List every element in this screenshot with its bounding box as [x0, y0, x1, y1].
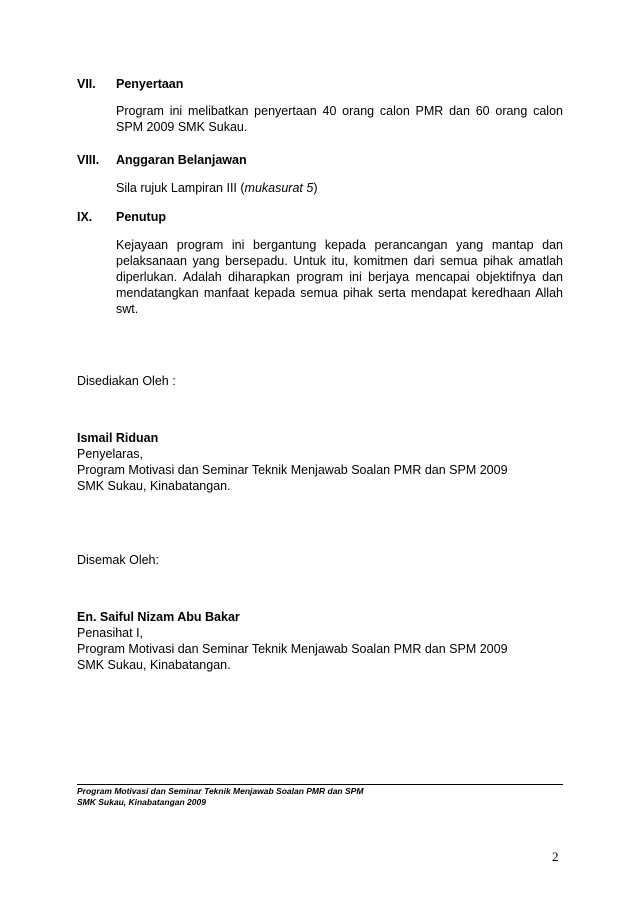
section-8-number: VIII. [77, 153, 100, 167]
footer-line-2: SMK Sukau, Kinabatangan 2009 [77, 797, 206, 807]
section-8-body [116, 180, 563, 196]
section-7-line-2: SPM 2009 SMK Sukau. [116, 120, 248, 134]
section-9-line-1: Kejayaan program ini bergantung kepada perancangan yang mantap dan [116, 238, 563, 252]
section-9-line-3: diperlukan. Adalah diharapkan program ini berjaya mencapai objektifnya dan [116, 270, 563, 284]
prepared-by-role: Penyelaras, [77, 447, 144, 461]
prepared-by-program: Program Motivasi dan Seminar Teknik Menjawab Soalan PMR dan SPM 2009 [77, 463, 508, 477]
section-7-body [116, 103, 563, 135]
footer [77, 786, 363, 808]
section-7-title: Penyertaan [116, 77, 184, 91]
section-9-line-5: swt. [116, 302, 139, 316]
section-8-text-pre: Sila rujuk Lampiran III ( [116, 181, 245, 195]
footer-line-1: Program Motivasi dan Seminar Teknik Menjawab Soalan PMR dan SPM [77, 786, 364, 796]
section-9-body [116, 237, 563, 317]
reviewed-by-school: SMK Sukau, Kinabatangan. [77, 658, 231, 672]
reviewed-by-label: Disemak Oleh: [77, 553, 159, 567]
prepared-by-label: Disediakan Oleh : [77, 374, 176, 388]
reviewed-by-block [77, 609, 577, 673]
section-8-text-italic: mukasurat 5 [244, 181, 314, 195]
section-9-title: Penutup [116, 210, 166, 224]
section-7-line-1: Program ini melibatkan penyertaan 40 orang calon PMR dan 60 orang calon [116, 104, 563, 118]
prepared-by-name: Ismail Riduan [77, 431, 159, 445]
section-8-text-post: ) [313, 181, 318, 195]
section-8-title: Anggaran Belanjawan [116, 153, 247, 167]
reviewed-by-name: En. Saiful Nizam Abu Bakar [77, 610, 240, 624]
section-7-number: VII. [77, 77, 96, 91]
prepared-by-block [77, 430, 577, 494]
reviewed-by-program: Program Motivasi dan Seminar Teknik Menjawab Soalan PMR dan SPM 2009 [77, 642, 508, 656]
section-9-line-4: mendatangkan manfaat kepada semua pihak serta mendapat keredhaan Allah [116, 286, 563, 300]
footer-rule [77, 784, 563, 785]
section-9-number: IX. [77, 210, 93, 224]
reviewed-by-role: Penasihat I, [77, 626, 144, 640]
section-9-line-2: pelaksanaan yang bersepadu. Untuk itu, komitmen dari semua pihak amatlah [116, 254, 563, 268]
prepared-by-school: SMK Sukau, Kinabatangan. [77, 479, 231, 493]
page-number: 2 [552, 849, 559, 864]
